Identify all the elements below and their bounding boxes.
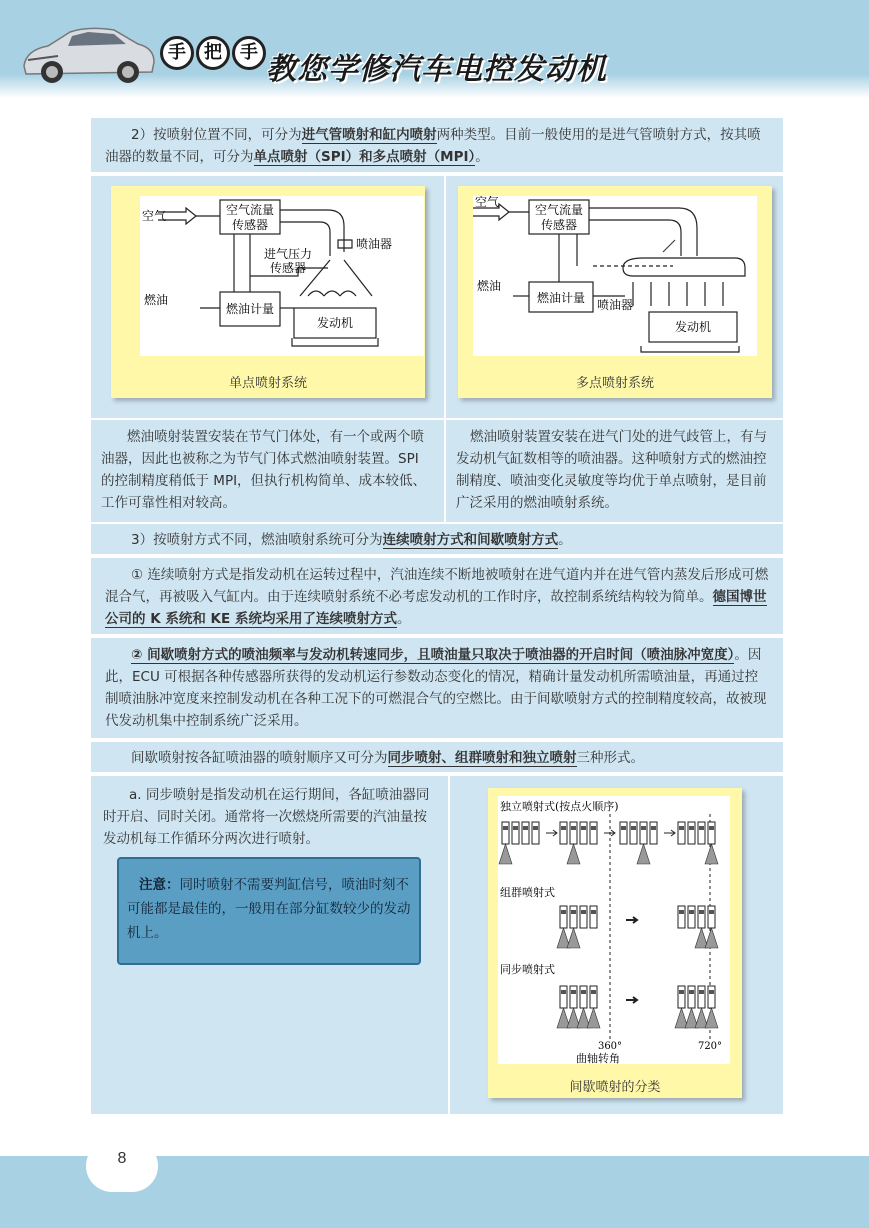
sync-arrow — [626, 997, 637, 1003]
sec2-end: 。 — [475, 149, 489, 165]
mpi-label-air: 空气 — [475, 196, 500, 209]
fig3-title-sync: 同步喷射式 — [500, 963, 555, 976]
independent-injector — [650, 822, 657, 844]
figure3-cell — [450, 776, 783, 1114]
independent-injector — [678, 822, 685, 844]
badge-2: 把 — [196, 36, 230, 70]
independent-injector — [522, 822, 529, 844]
spi-description — [91, 420, 444, 522]
injection-order — [91, 742, 783, 774]
page-number: 8 — [86, 1140, 158, 1192]
mpi-label-engine: 发动机 — [674, 320, 712, 334]
independent-injector — [512, 822, 519, 844]
figure3-caption: 间歇喷射的分类 — [569, 1080, 661, 1095]
sync-injector — [705, 986, 718, 1028]
spi-label-flow2: 传感器 — [231, 218, 269, 232]
section-2-intro — [91, 118, 783, 174]
mpi-label-meter: 燃油计量 — [536, 291, 586, 305]
page-header — [0, 0, 869, 98]
independent-injector — [637, 822, 650, 864]
mpi-label-flow1: 空气流量 — [534, 203, 584, 217]
car-illustration — [18, 16, 158, 88]
sync-injector — [587, 986, 600, 1028]
independent-injector — [532, 822, 539, 844]
cont-highlight: 德国博世公司的 K 系统和 KE 系统均采用了连续喷射方式 — [105, 589, 767, 627]
order-pre: 间歇喷射按各缸喷油器的喷射顺序又可分为 — [131, 750, 388, 766]
order-end: 三种形式。 — [576, 750, 644, 766]
group-injector — [567, 906, 580, 948]
fig3-title-independent: 独立喷射式(按点火顺序) — [500, 800, 619, 813]
sec3-highlight: 连续喷射方式和间歇喷射方式 — [382, 532, 559, 548]
section-3-intro — [91, 524, 783, 556]
spi-text: 燃油喷射装置安装在节气门体处，有一个或两个喷油器，因此也被称之为节气门体式燃油喷射装置。SPI 的控制精度稍低于 MPI，但执行机构简单、成本较低、工作可靠性相对较高。 — [101, 429, 427, 511]
sync-injector — [695, 986, 708, 1028]
sec2-mid: 两种类型。目前一般使用的是进气管喷射方式，按其喷油器的数量不同，可分为 — [105, 127, 761, 165]
mpi-figure-frame — [458, 186, 772, 398]
independent-arrow — [604, 830, 615, 836]
independent-injector — [567, 822, 580, 864]
spi-figure-cell — [91, 176, 444, 418]
independent-injector — [630, 822, 637, 844]
figure3-frame — [488, 788, 742, 1098]
spi-label-meter: 燃油计量 — [225, 302, 275, 316]
spi-caption: 单点喷射系统 — [228, 376, 307, 391]
independent-arrow — [664, 830, 675, 836]
group-injector — [580, 906, 587, 928]
note-box — [117, 857, 421, 965]
independent-injector — [705, 822, 718, 864]
spi-label-flow1: 空气流量 — [225, 203, 275, 217]
sync-injector — [557, 986, 570, 1028]
note-content — [127, 873, 413, 945]
independent-injector — [560, 822, 567, 844]
group-injector — [590, 906, 597, 928]
inter-highlight: ② 间歇喷射方式的喷油频率与发动机转速同步，且喷油量只取决于喷油器的开启时间（喷油脉冲宽度） — [131, 647, 735, 663]
independent-injector — [499, 822, 512, 864]
sec2-highlight-2: 单点喷射（SPI）和多点喷射（MPI） — [253, 149, 476, 165]
sync-injector — [685, 986, 698, 1028]
note-text: 同时喷射不需要判缸信号，喷油时刻不可能都是最佳的，一般用在部分缸数较少的发动机上。 — [127, 877, 411, 941]
fig3-deg-720: 720° — [697, 1041, 723, 1052]
order-highlight: 同步喷射、组群喷射和独立喷射 — [387, 750, 577, 766]
badge-3: 手 — [232, 36, 266, 70]
fig3-title-group: 组群喷射式 — [500, 886, 555, 899]
mpi-diagram — [473, 196, 757, 356]
mpi-label-injector: 喷油器 — [597, 298, 634, 312]
sec3-end: 。 — [558, 532, 572, 548]
spi-figure-frame — [111, 186, 425, 398]
sync-injector — [567, 986, 580, 1028]
sec2-pre: 2）按喷射位置不同，可分为 — [131, 127, 302, 143]
independent-injector — [698, 822, 705, 844]
independent-injector — [590, 822, 597, 844]
group-injector — [705, 906, 718, 948]
sec3-pre: 3）按喷射方式不同，燃油喷射系统可分为 — [131, 532, 383, 548]
mpi-label-flow2: 传感器 — [540, 218, 578, 232]
fig3-deg-360: 360° — [597, 1041, 623, 1052]
spi-diagram — [140, 196, 424, 356]
mpi-figure-cell — [446, 176, 783, 418]
injection-timing-diagram — [498, 796, 730, 1064]
continuous-injection — [91, 558, 783, 636]
mpi-label-fuel: 燃油 — [477, 279, 502, 293]
spi-label-press2: 传感器 — [269, 261, 307, 275]
inter-text: 。因此，ECU 可根据各种传感器所获得的发动机运行参数动态变化的情况，精确计量发动机所需喷油量，再通过控制喷油脉冲宽度来控制发动机在各种工况下的可燃混合气的空燃比。由于间歇喷射方式的控制精度较高，故被现代发动机集中控制系统广泛采用。 — [105, 647, 767, 729]
independent-arrow — [546, 830, 557, 836]
group-arrow — [626, 917, 637, 923]
group-injector — [557, 906, 570, 948]
sync-text: a. 同步喷射是指发动机在运行期间，各缸喷油器同时开启、同时关闭。通常将一次燃烧所需要的汽油量按发动机每工作循环分两次进行喷射。 — [103, 787, 430, 847]
badge-1: 手 — [160, 36, 194, 70]
spi-label-press1: 进气压力 — [263, 247, 313, 261]
mpi-description — [446, 420, 783, 522]
group-injector — [695, 906, 708, 948]
cont-end: 。 — [396, 611, 411, 627]
group-injector — [688, 906, 695, 928]
sync-injector — [577, 986, 590, 1028]
fig3-axis-label: 曲轴转角 — [576, 1052, 620, 1064]
note-label: 注意： — [139, 877, 180, 893]
spi-label-air: 空气 — [142, 209, 167, 223]
series-title: 教您学修汽车电控发动机 — [266, 52, 607, 87]
independent-injector — [620, 822, 627, 844]
spi-label-injector: 喷油器 — [356, 237, 393, 251]
independent-injector — [580, 822, 587, 844]
mpi-text: 燃油喷射装置安装在进气门处的进气歧管上，有与发动机气缸数相等的喷油器。这种喷射方式的燃油控制精度、喷油变化灵敏度等均优于单点喷射，是目前广泛采用的燃油喷射系统。 — [456, 429, 767, 511]
spi-label-fuel: 燃油 — [144, 293, 169, 307]
independent-injector — [688, 822, 695, 844]
sync-injector — [675, 986, 688, 1028]
intermittent-injection — [91, 638, 783, 740]
mpi-caption: 多点喷射系统 — [575, 376, 654, 391]
group-injector — [678, 906, 685, 928]
spi-label-engine: 发动机 — [316, 316, 354, 330]
sec2-highlight-1: 进气管喷射和缸内喷射 — [301, 127, 437, 143]
cont-text: ① 连续喷射方式是指发动机在运转过程中，汽油连续不断地被喷射在进气道内并在进气管内蒸发后形成可燃混合气，再被吸入气缸内。由于连续喷射系统不必考虑发动机的工作时序，故控制系统结构较为简单。 — [105, 567, 769, 605]
